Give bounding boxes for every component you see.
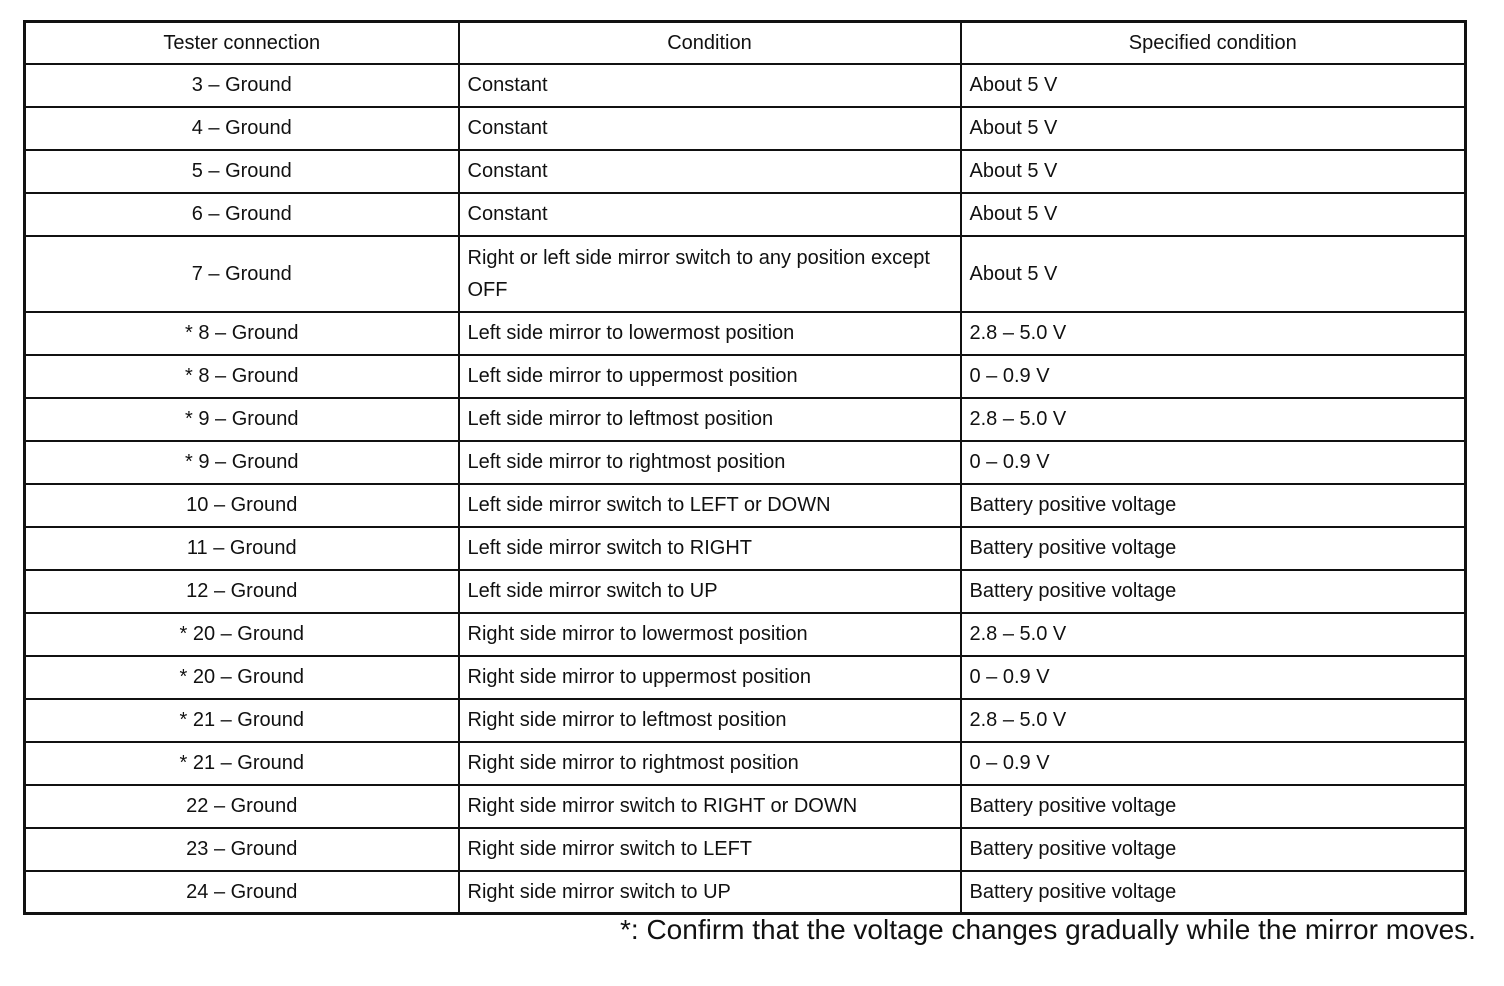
tester-connection-cell: * 9 – Ground <box>25 441 459 484</box>
tester-connection-cell: * 21 – Ground <box>25 699 459 742</box>
tester-connection-cell: * 8 – Ground <box>25 355 459 398</box>
condition-cell: Right side mirror to rightmost position <box>459 742 961 785</box>
tester-connection-cell: 5 – Ground <box>25 150 459 193</box>
specified-condition-cell: About 5 V <box>961 150 1466 193</box>
tester-connection-cell: 3 – Ground <box>25 64 459 107</box>
tester-connection-cell: * 9 – Ground <box>25 398 459 441</box>
specified-condition-cell: Battery positive voltage <box>961 484 1466 527</box>
specified-condition-cell: 0 – 0.9 V <box>961 656 1466 699</box>
tester-connection-cell: 12 – Ground <box>25 570 459 613</box>
specified-condition-cell: Battery positive voltage <box>961 570 1466 613</box>
condition-cell: Right side mirror to leftmost position <box>459 699 961 742</box>
table-header-row <box>25 22 1466 64</box>
specified-condition-cell: About 5 V <box>961 64 1466 107</box>
condition-cell: Left side mirror switch to LEFT or DOWN <box>459 484 961 527</box>
table-row <box>25 107 1466 150</box>
table-row <box>25 699 1466 742</box>
specified-condition-cell: 0 – 0.9 V <box>961 441 1466 484</box>
table-row <box>25 613 1466 656</box>
condition-cell: Left side mirror to uppermost position <box>459 355 961 398</box>
condition-cell: Right side mirror to uppermost position <box>459 656 961 699</box>
tester-connection-cell: 10 – Ground <box>25 484 459 527</box>
condition-cell: Left side mirror to leftmost position <box>459 398 961 441</box>
table-row <box>25 64 1466 107</box>
condition-cell: Right side mirror switch to UP <box>459 871 961 914</box>
specified-condition-cell: 2.8 – 5.0 V <box>961 613 1466 656</box>
specified-condition-cell: 2.8 – 5.0 V <box>961 398 1466 441</box>
table-row <box>25 150 1466 193</box>
table-row <box>25 742 1466 785</box>
specified-condition-cell: 0 – 0.9 V <box>961 742 1466 785</box>
tester-connection-cell: 6 – Ground <box>25 193 459 236</box>
specified-condition-cell: Battery positive voltage <box>961 828 1466 871</box>
tester-connection-table <box>23 20 1467 915</box>
condition-cell: Constant <box>459 150 961 193</box>
table-row <box>25 527 1466 570</box>
condition-cell: Right or left side mirror switch to any position except OFF <box>459 236 961 312</box>
footnote: *: Confirm that the voltage changes gradually while the mirror moves. <box>620 914 1476 945</box>
condition-cell: Right side mirror switch to RIGHT or DOWN <box>459 785 961 828</box>
table-row <box>25 828 1466 871</box>
specified-condition-cell: Battery positive voltage <box>961 785 1466 828</box>
specified-condition-cell: About 5 V <box>961 193 1466 236</box>
condition-cell: Right side mirror to lowermost position <box>459 613 961 656</box>
specified-condition-cell: 0 – 0.9 V <box>961 355 1466 398</box>
condition-cell: Left side mirror to lowermost position <box>459 312 961 355</box>
condition-cell: Constant <box>459 107 961 150</box>
table-row <box>25 570 1466 613</box>
tester-connection-cell: 4 – Ground <box>25 107 459 150</box>
table-row <box>25 312 1466 355</box>
specified-condition-cell: Battery positive voltage <box>961 871 1466 914</box>
tester-connection-cell: * 21 – Ground <box>25 742 459 785</box>
condition-cell: Left side mirror switch to UP <box>459 570 961 613</box>
table-row <box>25 236 1466 312</box>
tester-connection-cell: * 20 – Ground <box>25 656 459 699</box>
table-row <box>25 871 1466 914</box>
header-condition: Condition <box>459 22 961 64</box>
specified-condition-cell: About 5 V <box>961 107 1466 150</box>
condition-cell: Constant <box>459 193 961 236</box>
condition-cell: Constant <box>459 64 961 107</box>
tester-connection-cell: * 20 – Ground <box>25 613 459 656</box>
tester-connection-cell: 22 – Ground <box>25 785 459 828</box>
table-row <box>25 398 1466 441</box>
tester-connection-cell: 23 – Ground <box>25 828 459 871</box>
table-row <box>25 441 1466 484</box>
table-row <box>25 484 1466 527</box>
specified-condition-cell: 2.8 – 5.0 V <box>961 699 1466 742</box>
table-row <box>25 785 1466 828</box>
tester-connection-cell: 11 – Ground <box>25 527 459 570</box>
tester-connection-cell: 7 – Ground <box>25 236 459 312</box>
tester-connection-cell: * 8 – Ground <box>25 312 459 355</box>
condition-cell: Left side mirror to rightmost position <box>459 441 961 484</box>
specified-condition-cell: About 5 V <box>961 236 1466 312</box>
table-row <box>25 355 1466 398</box>
header-specified-condition: Specified condition <box>961 22 1466 64</box>
condition-cell: Right side mirror switch to LEFT <box>459 828 961 871</box>
header-tester-connection: Tester connection <box>25 22 459 64</box>
condition-cell: Left side mirror switch to RIGHT <box>459 527 961 570</box>
table-row <box>25 193 1466 236</box>
specified-condition-cell: Battery positive voltage <box>961 527 1466 570</box>
table-row <box>25 656 1466 699</box>
tester-connection-cell: 24 – Ground <box>25 871 459 914</box>
specified-condition-cell: 2.8 – 5.0 V <box>961 312 1466 355</box>
